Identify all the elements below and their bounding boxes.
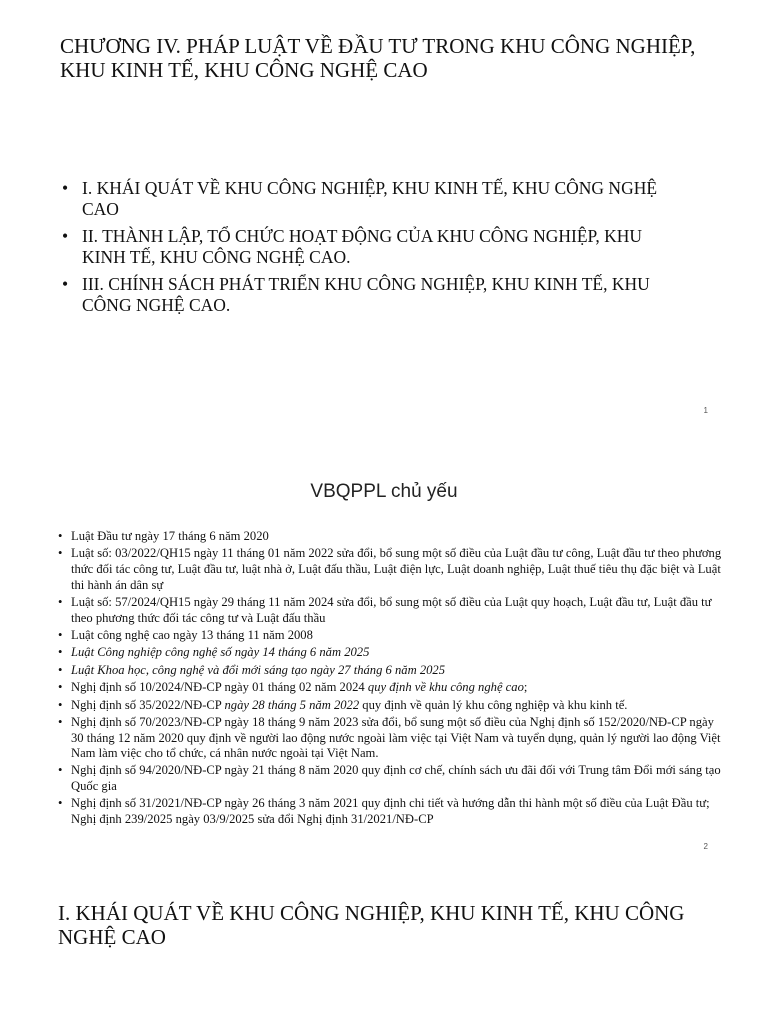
slide-1-title: CHƯƠNG IV. PHÁP LUẬT VỀ ĐẦU TƯ TRONG KHU CÔNG NGHIỆP, KHU KINH TẾ, KHU CÔNG NGHỆ CAO <box>60 34 696 82</box>
slide-2-page-number: 2 <box>703 842 708 851</box>
list-item: • Luật công nghệ cao ngày 13 tháng 11 năm 2008 <box>58 628 722 644</box>
slide-1-bullet-3: • III. CHÍNH SÁCH PHÁT TRIỂN KHU CÔNG NGHIỆP, KHU KINH TẾ, KHU CÔNG NGHỆ CAO. <box>62 274 682 316</box>
list-item: • Luật Khoa học, công nghệ và đổi mới sáng tạo ngày 27 tháng 6 năm 2025 <box>58 663 722 679</box>
list-item: • Luật số: 57/2024/QH15 ngày 29 tháng 11 năm 2024 sửa đổi, bổ sung một số điều của Luật quy hoạch, Luật đầu tư, Luật đầu tư theo phương thức đối tác công tư và Luật đấu thầu <box>58 595 722 626</box>
slide-1-bullet-list <box>62 178 682 322</box>
list-item: • Luật Công nghiệp công nghệ số ngày 14 tháng 6 năm 2025 <box>58 645 722 661</box>
slide-1-bullet-1: • I. KHÁI QUÁT VỀ KHU CÔNG NGHIỆP, KHU KINH TẾ, KHU CÔNG NGHỆ CAO <box>62 178 682 220</box>
slide-2 <box>0 430 768 850</box>
legal-documents-list <box>58 529 722 829</box>
list-item: • Nghị định số 94/2020/NĐ-CP ngày 21 tháng 8 năm 2020 quy định cơ chế, chính sách ưu đãi đối với Trung tâm Đổi mới sáng tạo Quốc gia <box>58 763 722 794</box>
list-item: • Nghị định số 70/2023/NĐ-CP ngày 18 tháng 9 năm 2023 sửa đổi, bổ sung một số điều của Nghị định số 152/2020/NĐ-CP ngày 30 tháng 12 năm 2020 quy định về người lao động nước ngoài làm việc tại Việt Nam và tuyển dụng, quản lý người lao động Việt Nam làm việc cho tổ chức, cá nhân nước ngoài tại Việt Nam. <box>58 715 722 762</box>
slide-1-bullet-2: • II. THÀNH LẬP, TỔ CHỨC HOẠT ĐỘNG CỦA KHU CÔNG NGHIỆP, KHU KINH TẾ, KHU CÔNG NGHỆ CAO. <box>62 226 682 268</box>
list-item: • Nghị định số 10/2024/NĐ-CP ngày 01 tháng 02 năm 2024 quy định về khu công nghệ cao; <box>58 680 722 696</box>
slide-1 <box>0 0 768 430</box>
slide-3-title: I. KHÁI QUÁT VỀ KHU CÔNG NGHIỆP, KHU KINH TẾ, KHU CÔNG NGHỆ CAO <box>58 901 685 949</box>
list-item: • Luật số: 03/2022/QH15 ngày 11 tháng 01 năm 2022 sửa đổi, bổ sung một số điều của Luật đầu tư công, Luật đầu tư theo phương thức đối tác công tư, Luật đầu tư, luật nhà ở, Luật đấu thầu, Luật điện lực, Luật doanh nghiệp, Luật thuế tiêu thụ đặc biệt và Luật thi hành án dân sự <box>58 546 722 593</box>
list-item: • Luật Đầu tư ngày 17 tháng 6 năm 2020 <box>58 529 722 545</box>
slide-3 <box>0 870 768 1024</box>
list-item: • Nghị định số 35/2022/NĐ-CP ngày 28 tháng 5 năm 2022 quy định về quản lý khu công nghiệp và khu kinh tế. <box>58 698 722 714</box>
slide-2-title: VBQPPL chủ yếu <box>310 481 458 502</box>
slide-1-page-number: 1 <box>703 406 708 415</box>
list-item: • Nghị định số 31/2021/NĐ-CP ngày 26 tháng 3 năm 2021 quy định chi tiết và hướng dẫn thi hành một số điều của Luật Đầu tư; Nghị định 239/2025 ngày 03/9/2025 sửa đổi Nghị định 31/2021/NĐ-CP <box>58 796 722 827</box>
